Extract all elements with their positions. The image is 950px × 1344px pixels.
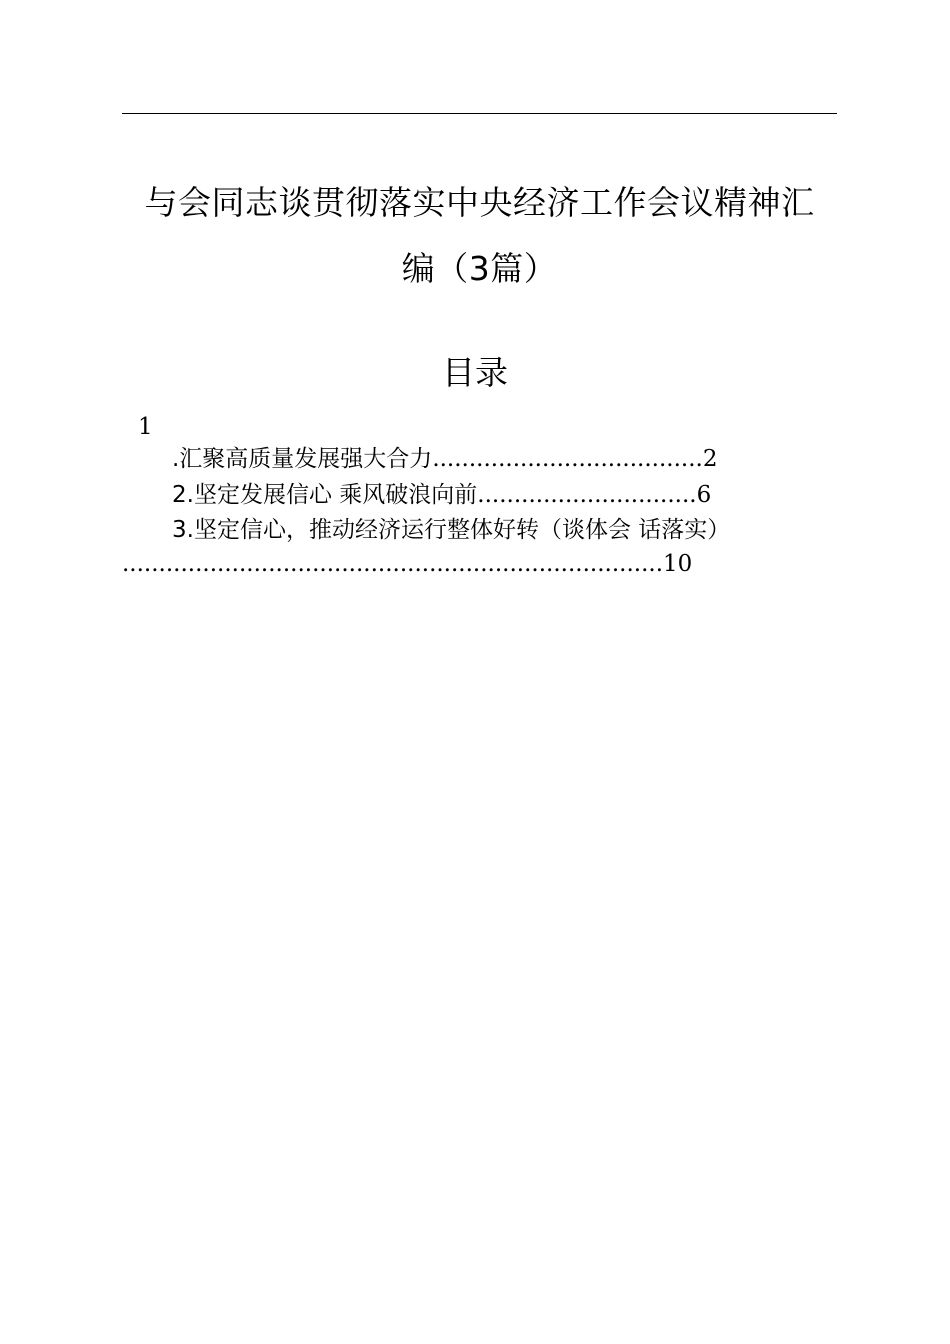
toc-item-1-leader: .....................................	[432, 446, 703, 472]
toc-item-3-continuation[interactable]	[122, 548, 692, 580]
toc-item-1-page: 2	[702, 446, 718, 472]
toc-heading: 目录	[442, 353, 508, 392]
document-title	[122, 170, 837, 302]
toc-item-2-text: 2.坚定发展信心 乘风破浪向前	[172, 482, 478, 508]
toc-item-2[interactable]	[172, 479, 711, 511]
title-line-1: 与会同志谈贯彻落实中央经济工作会议精神汇	[144, 183, 815, 222]
toc-item-1-number: 1	[138, 414, 153, 440]
toc-item-3-page: 10	[663, 551, 693, 577]
header-rule	[122, 113, 837, 114]
toc-item-3[interactable]	[172, 514, 730, 546]
toc-item-2-page: 6	[696, 482, 712, 508]
toc-item-1[interactable]	[172, 443, 717, 475]
toc-item-2-leader: ..............................	[477, 482, 697, 508]
toc-item-3-text: 3.坚定信心，推动经济运行整体好转（谈体会 话落实）	[172, 517, 731, 543]
title-line-2: 编（3篇）	[401, 249, 558, 288]
toc-item-3-leader: ..........................................................................	[122, 551, 664, 577]
toc-item-1-text: .汇聚高质量发展强大合力	[172, 446, 433, 472]
